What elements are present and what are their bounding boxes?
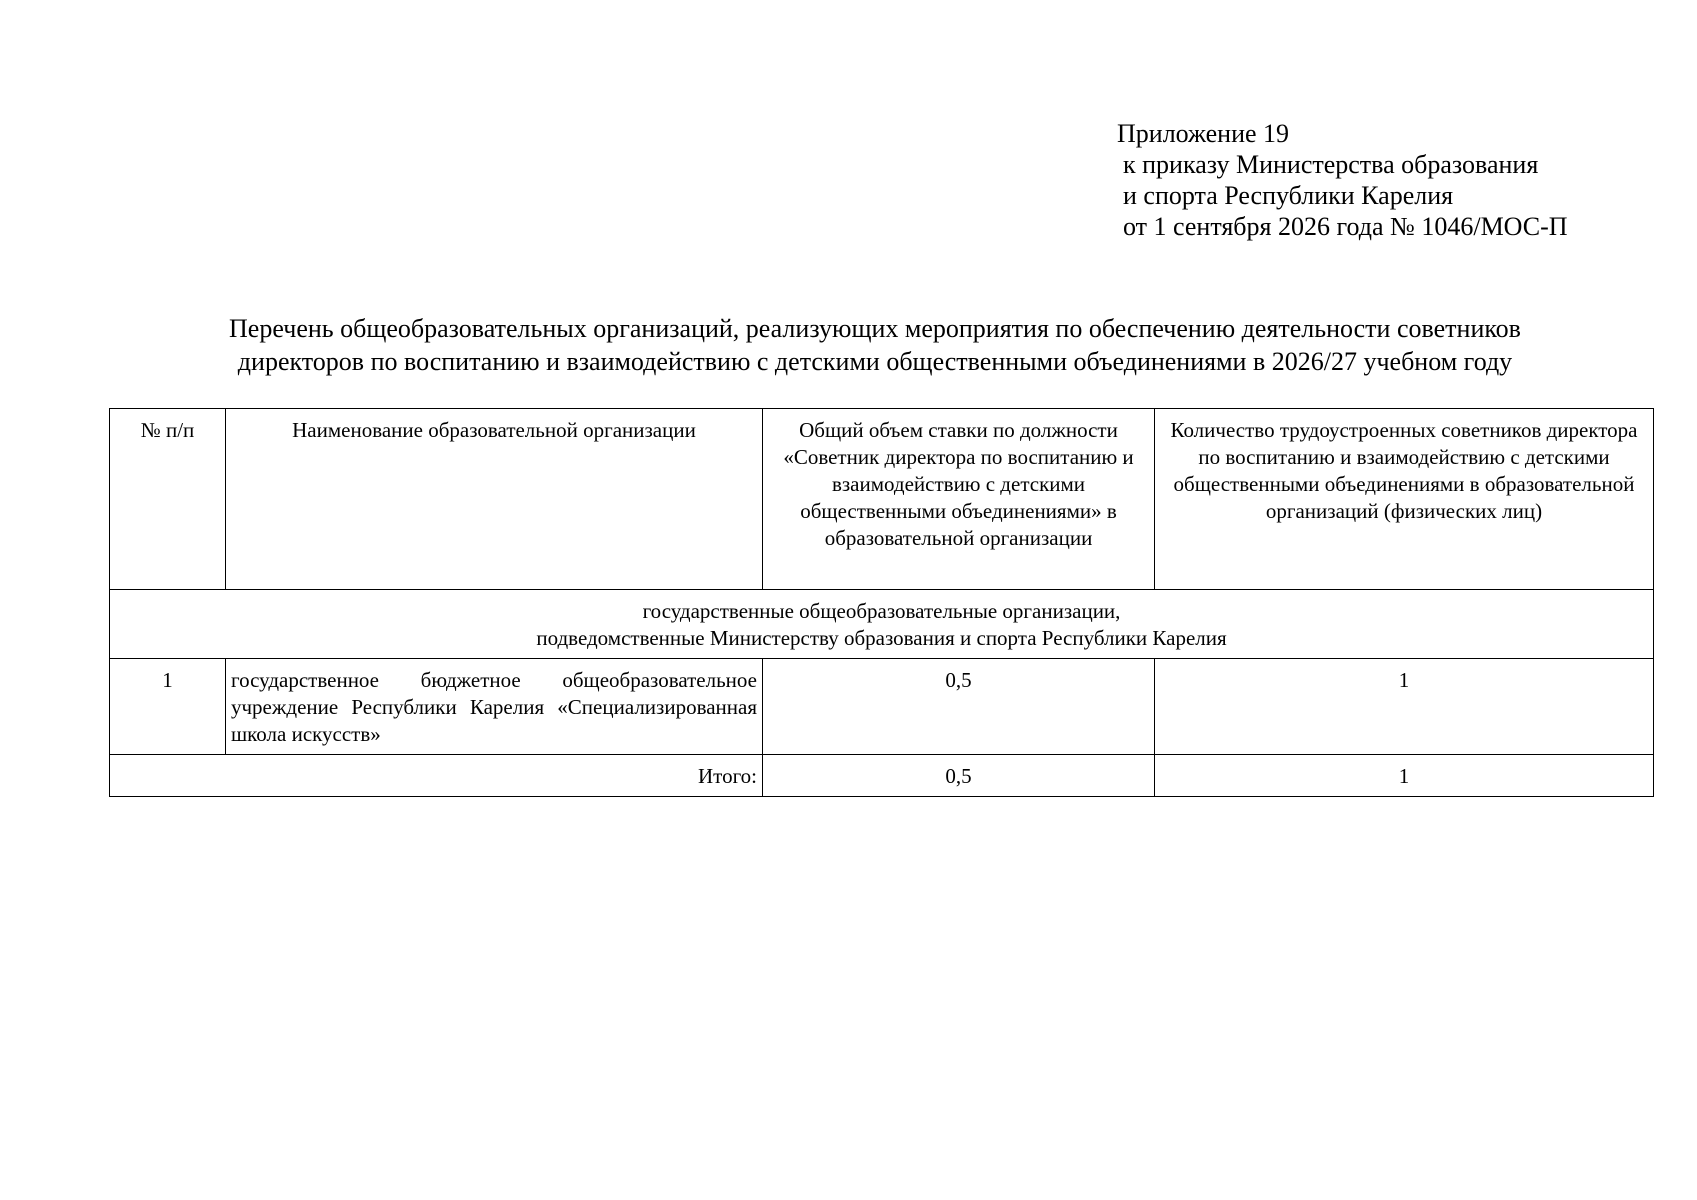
total-count-cell: 1 [1155,755,1654,797]
header-position-rate: Общий объем ставки по должности «Советник директора по воспитанию и взаимодействию с детскими общественными объединениями» в образовательной организации [763,409,1155,590]
appendix-block [1117,118,1677,242]
header-number: № п/п [110,409,226,590]
header-organization-name: Наименование образовательной организации [226,409,763,590]
group-heading-line-2: подведомственные Министерству образования и спорта Республики Карелия [536,626,1227,650]
appendix-ministry-line: и спорта Республики Карелия [1123,181,1454,210]
organizations-table [109,408,1654,797]
total-rate-cell: 0,5 [763,755,1155,797]
appendix-date-line: от 1 сентября 2026 года № 1046/МОС-П [1123,212,1568,241]
row-count-cell: 1 [1155,659,1654,755]
document-title-line-1: Перечень общеобразовательных организаций, реализующих мероприятия по обеспечению деятельности советников [229,314,1521,343]
document-title-line-2: директоров по воспитанию и взаимодействию с детскими общественными объединениями в 2026/27 учебном году [237,347,1513,376]
total-label-cell: Итого: [110,755,763,797]
appendix-title: Приложение 19 [1117,119,1290,148]
table-header-row [110,409,1654,590]
row-number-cell: 1 [110,659,226,755]
table-row [110,659,1654,755]
table-total-row [110,755,1654,797]
document-title [110,312,1640,378]
header-employed-count: Количество трудоустроенных советников директора по воспитанию и взаимодействию с детскими общественными объединениями в образовательной организаций (физических лиц) [1155,409,1654,590]
group-heading-cell [110,590,1654,659]
appendix-order-line: к приказу Министерства образования [1123,150,1539,179]
row-rate-cell: 0,5 [763,659,1155,755]
table-group-row [110,590,1654,659]
row-organization-name-cell: государственное бюджетное общеобразовательное учреждение Республики Карелия «Специализированная школа искусств» [226,659,763,755]
group-heading-line-1: государственные общеобразовательные организации, [642,599,1121,623]
